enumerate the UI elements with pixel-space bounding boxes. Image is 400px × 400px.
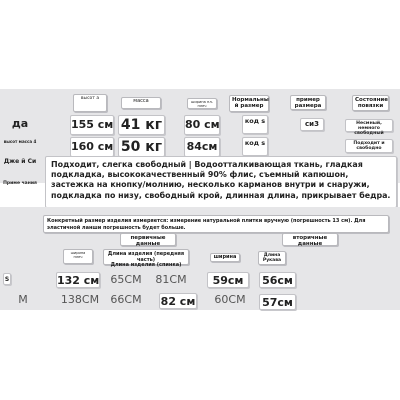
header-example-size-label: пример размера	[294, 97, 322, 109]
header-normal-size	[229, 95, 269, 112]
desc-side-label: Дже й Си	[3, 158, 37, 165]
size-s-shoulder: 132 см	[57, 274, 100, 287]
row1-shoulder: 80 см	[184, 115, 220, 135]
header-sleeve	[258, 251, 286, 265]
row2-side-label: высот масса 4	[3, 139, 37, 144]
header-fit-state	[352, 95, 389, 111]
size-m-length-back: 82 см	[160, 295, 196, 308]
group-primary-data: первичные данные	[120, 233, 176, 246]
size-m-sleeve: 57см	[259, 294, 296, 310]
notes-side-label: Приме чания	[3, 181, 37, 186]
header-example-size	[290, 95, 326, 110]
header-weight-label: масса	[133, 98, 149, 104]
row1-height: 155 см	[70, 115, 114, 135]
header-fit-state-label: Состояние повязки	[355, 97, 388, 109]
header-length-front-label: Длина изделия (передняя часть)	[107, 251, 185, 263]
row1-example-size: си3	[300, 118, 324, 131]
size-s-length-front: 65CM	[110, 273, 142, 286]
size-s-length-back: 81CM	[155, 273, 187, 286]
size-m-length-front: 66CM	[110, 293, 142, 306]
row2-shoulder: 84см	[184, 137, 220, 157]
header-height	[73, 94, 107, 112]
measurement-note: Конкретный размер изделия измеряется: измерение натуральной плитки вручную (погрешность 13 см). Для эластичной ланши погрешность будет больше.	[43, 215, 389, 233]
row2-height: 160 см	[70, 137, 114, 157]
header-length-back-label: Длина изделия (спинка)	[110, 262, 182, 268]
header-length-back	[103, 262, 189, 270]
row1-side-label: да	[11, 117, 29, 130]
header-height-label: высот а	[80, 96, 100, 101]
header-sleeve-label: Длина Рукава	[262, 253, 282, 263]
header-shoulder-width-label: ширина плеч	[70, 251, 86, 259]
row2-normal-size: код s	[242, 137, 268, 156]
header-shoulder	[187, 98, 217, 109]
row1-weight: 41 кг	[118, 115, 165, 135]
header-shoulder-label: ширина пл-плеч	[191, 100, 213, 108]
header-weight	[121, 97, 161, 109]
header-width-label: ширина	[213, 254, 237, 260]
size-m-label: M	[18, 293, 28, 306]
group-secondary-data: вторичные данные	[282, 233, 338, 246]
size-s-sleeve: 56см	[259, 272, 296, 288]
product-description: Подходит, слегка свободный | Водоотталкивающая ткань, гладкая подкладка, высококачественный 90% флис, съемный капюшон, застежка на кнопку/молнию, несколько карманов внутри и снаружи, подкладка по низу, свободный крой, длинная длина, прикрывает бедра.	[45, 156, 397, 208]
size-s-label: S	[3, 273, 11, 285]
size-m-width: 60CM	[214, 293, 246, 306]
row2-weight: 50 кг	[118, 137, 165, 157]
header-shoulder-width	[63, 249, 93, 264]
row1-fit-state: Несмный, немного свободный	[345, 119, 393, 132]
header-width	[210, 253, 240, 262]
size-s-width: 59см	[207, 272, 249, 288]
size-m-shoulder: 138CM	[60, 293, 100, 306]
row1-normal-size: код s	[242, 115, 268, 134]
header-normal-size-label: Нормальны й размер	[232, 97, 269, 109]
row2-fit-state: Подходит и свободно	[345, 139, 393, 153]
